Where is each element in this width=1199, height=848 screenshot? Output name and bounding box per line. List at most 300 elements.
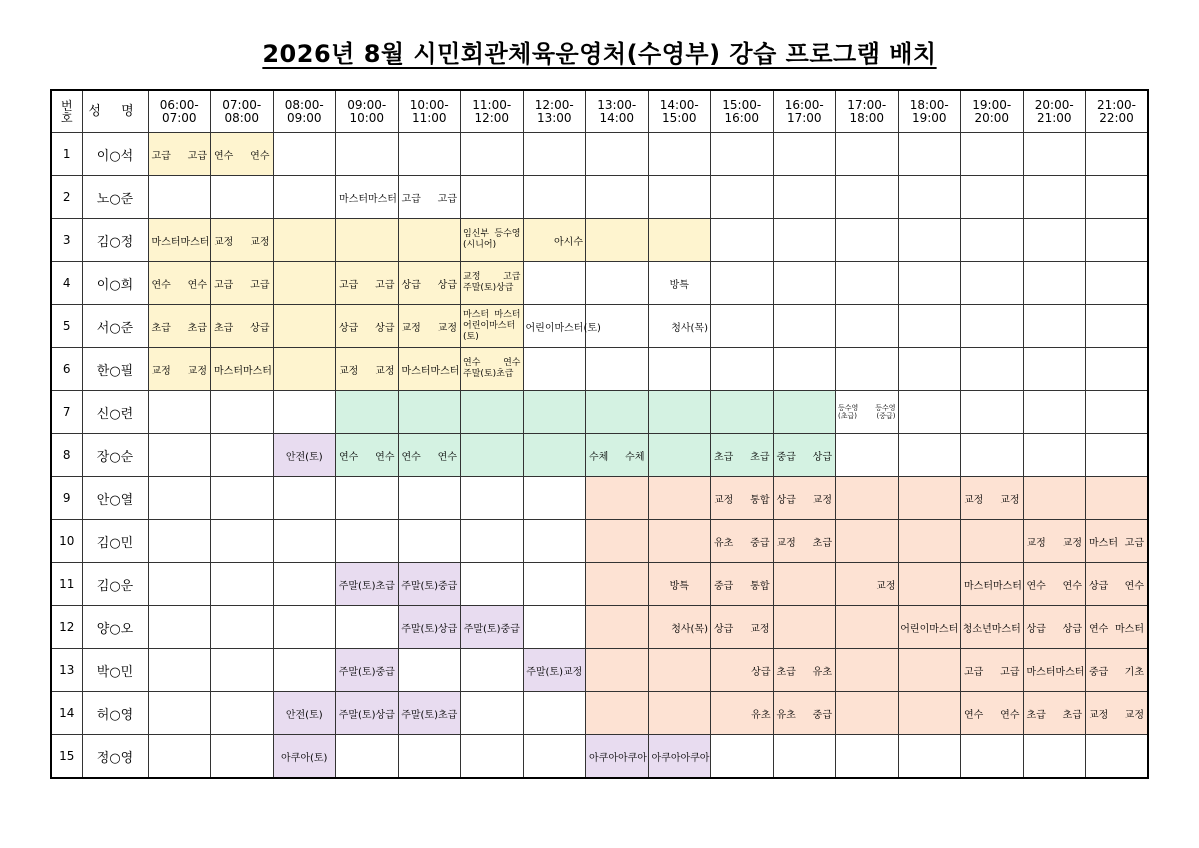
schedule-cell <box>148 176 211 219</box>
class-label: 마스터 <box>367 193 397 205</box>
schedule-cell <box>836 305 899 348</box>
class-label: 상급 <box>437 279 457 291</box>
schedule-cell <box>711 133 774 176</box>
schedule-cell <box>773 219 836 262</box>
class-label: 상급 <box>1089 580 1109 592</box>
class-label: 고급 <box>1000 666 1020 678</box>
schedule-cell <box>336 391 399 434</box>
schedule-cell <box>586 692 649 735</box>
class-label: 통합 <box>750 494 770 506</box>
header-time-slot: 13:00- 14:00 <box>586 90 649 133</box>
schedule-cell <box>711 477 774 520</box>
schedule-cell <box>773 649 836 692</box>
class-label: 연수 <box>964 709 984 721</box>
schedule-cell <box>648 305 711 348</box>
schedule-cell <box>836 520 899 563</box>
class-label: 연수 <box>401 451 421 463</box>
class-label: 주말(토)상급 <box>463 283 514 293</box>
header-row <box>51 90 1148 133</box>
schedule-cell <box>1023 391 1086 434</box>
class-label: 통합 <box>750 580 770 592</box>
schedule-cell <box>961 563 1024 606</box>
instructor-name: 김○운 <box>82 563 148 606</box>
class-label: 교정 <box>375 365 395 377</box>
class-label: 상급 <box>1026 623 1046 635</box>
schedule-cell <box>711 219 774 262</box>
class-label: 방특 <box>669 580 689 592</box>
instructor-name: 김○정 <box>82 219 148 262</box>
schedule-cell <box>398 176 461 219</box>
class-label: 아시수 <box>554 236 583 248</box>
schedule-cell <box>211 735 274 779</box>
schedule-cell <box>586 176 649 219</box>
schedule-cell <box>836 606 899 649</box>
schedule-cell <box>961 176 1024 219</box>
instructor-name: 이○석 <box>82 133 148 176</box>
class-label: 연수 <box>463 358 481 368</box>
schedule-cell <box>648 434 711 477</box>
class-label: 고급 <box>214 279 234 291</box>
class-label: 주말(토)중급 <box>338 666 395 678</box>
class-label: 아쿠아 <box>589 752 618 764</box>
schedule-cell <box>336 219 399 262</box>
row-number: 2 <box>51 176 82 219</box>
schedule-cell <box>273 563 336 606</box>
schedule-table <box>50 89 1149 779</box>
table-row <box>51 219 1148 262</box>
header-time-slot: 12:00- 13:00 <box>523 90 586 133</box>
class-label: 주말(토)초급 <box>463 369 514 379</box>
schedule-cell <box>648 477 711 520</box>
instructor-name: 서○준 <box>82 305 148 348</box>
row-number: 9 <box>51 477 82 520</box>
schedule-cell <box>711 176 774 219</box>
class-label: 연수 <box>339 451 359 463</box>
schedule-cell <box>336 262 399 305</box>
class-label: 교정 <box>776 537 796 549</box>
class-label: 상급 <box>812 451 832 463</box>
schedule-cell <box>648 219 711 262</box>
schedule-cell <box>898 305 961 348</box>
schedule-cell <box>1023 305 1086 348</box>
row-number: 6 <box>51 348 82 391</box>
schedule-cell <box>773 735 836 779</box>
schedule-cell <box>211 133 274 176</box>
class-label: 방특 <box>669 279 689 291</box>
schedule-cell <box>586 133 649 176</box>
schedule-cell <box>273 348 336 391</box>
schedule-cell <box>273 219 336 262</box>
schedule-cell <box>586 606 649 649</box>
class-label: 고급 <box>401 193 421 205</box>
schedule-cell <box>211 477 274 520</box>
schedule-cell <box>148 606 211 649</box>
schedule-cell <box>398 735 461 779</box>
class-label: 교정 <box>876 580 896 592</box>
class-label: 유초 <box>714 537 734 549</box>
schedule-cell <box>461 563 524 606</box>
schedule-cell <box>711 348 774 391</box>
schedule-cell <box>523 305 601 348</box>
row-number: 11 <box>51 563 82 606</box>
class-label: 청사(목) <box>671 322 708 334</box>
schedule-cell <box>898 176 961 219</box>
schedule-cell <box>1086 649 1149 692</box>
class-label: 주말(토)초급 <box>401 709 458 721</box>
schedule-cell <box>773 176 836 219</box>
schedule-cell <box>1086 606 1149 649</box>
schedule-cell <box>711 520 774 563</box>
schedule-cell <box>836 692 899 735</box>
class-label: 아쿠아(토) <box>281 752 328 764</box>
class-label: 연수 <box>187 279 207 291</box>
class-label: 초급 <box>750 451 770 463</box>
schedule-cell <box>836 563 899 606</box>
schedule-cell <box>961 735 1024 779</box>
schedule-cell <box>273 649 336 692</box>
schedule-cell <box>1086 176 1149 219</box>
class-label: 고급 <box>375 279 395 291</box>
schedule-cell <box>1023 563 1086 606</box>
schedule-cell <box>211 520 274 563</box>
schedule-cell <box>961 692 1024 735</box>
schedule-cell <box>1086 735 1149 779</box>
schedule-cell <box>1086 692 1149 735</box>
schedule-cell <box>898 606 961 649</box>
schedule-cell <box>961 133 1024 176</box>
schedule-cell <box>398 391 461 434</box>
class-label: 상급 <box>751 666 771 678</box>
schedule-cell <box>648 520 711 563</box>
schedule-cell <box>773 133 836 176</box>
header-time-slot: 09:00- 10:00 <box>336 90 399 133</box>
schedule-cell <box>398 133 461 176</box>
class-label: 연수 <box>214 150 234 162</box>
schedule-cell <box>148 391 211 434</box>
instructor-name: 허○영 <box>82 692 148 735</box>
schedule-cell <box>148 649 211 692</box>
schedule-cell <box>148 133 211 176</box>
schedule-cell <box>711 692 774 735</box>
class-label: 교정 <box>214 236 234 248</box>
row-number: 7 <box>51 391 82 434</box>
schedule-cell <box>711 606 774 649</box>
header-time-slot: 07:00- 08:00 <box>211 90 274 133</box>
row-number: 3 <box>51 219 82 262</box>
header-time-slot: 11:00- 12:00 <box>461 90 524 133</box>
class-label: 고급 <box>187 150 207 162</box>
row-number: 4 <box>51 262 82 305</box>
class-label: 중급 <box>714 580 734 592</box>
schedule-cell <box>148 262 211 305</box>
schedule-cell <box>461 606 524 649</box>
class-label: 마스터 <box>964 580 993 592</box>
class-label: 교정 <box>250 236 270 248</box>
schedule-cell <box>1023 477 1086 520</box>
schedule-cell <box>273 391 336 434</box>
row-number: 15 <box>51 735 82 779</box>
schedule-cell <box>836 735 899 779</box>
schedule-cell <box>211 262 274 305</box>
schedule-cell <box>836 391 899 434</box>
class-label: 아쿠아 <box>617 752 647 764</box>
header-time-slot: 17:00- 18:00 <box>836 90 899 133</box>
schedule-cell <box>148 692 211 735</box>
schedule-cell <box>461 520 524 563</box>
schedule-cell <box>586 735 649 779</box>
schedule-cell <box>523 563 586 606</box>
class-label: 마스터 <box>180 236 210 248</box>
schedule-cell <box>898 348 961 391</box>
schedule-cell <box>898 735 961 779</box>
class-label: 상급 <box>339 322 359 334</box>
schedule-cell <box>211 219 274 262</box>
instructor-name: 김○민 <box>82 520 148 563</box>
table-row <box>51 477 1148 520</box>
schedule-cell <box>211 692 274 735</box>
schedule-cell <box>273 133 336 176</box>
schedule-cell <box>586 391 649 434</box>
schedule-cell <box>336 434 399 477</box>
schedule-cell <box>1086 563 1149 606</box>
header-name: 성 명 <box>82 90 148 133</box>
schedule-cell <box>961 391 1024 434</box>
schedule-cell <box>461 692 524 735</box>
class-label: 연수 <box>375 451 395 463</box>
page-title: 2026년 8월 시민회관체육운영처(수영부) 강습 프로그램 배치 <box>262 40 937 68</box>
schedule-cell <box>523 262 586 305</box>
schedule-cell <box>211 176 274 219</box>
schedule-cell <box>586 348 649 391</box>
schedule-cell <box>586 563 649 606</box>
class-label: 마스터 <box>494 309 521 320</box>
schedule-cell <box>961 219 1024 262</box>
class-label: 고급 <box>250 279 270 291</box>
schedule-cell <box>336 649 399 692</box>
class-label: 주말(토)상급 <box>338 709 395 721</box>
schedule-cell <box>148 520 211 563</box>
schedule-cell <box>1023 520 1086 563</box>
class-label: 고급 <box>503 272 521 282</box>
class-label: 상급 <box>714 623 734 635</box>
schedule-cell <box>148 735 211 779</box>
class-label: 고급 <box>151 150 171 162</box>
schedule-cell <box>1023 735 1086 779</box>
schedule-cell <box>773 305 836 348</box>
schedule-cell <box>586 434 649 477</box>
class-label: 주말(토)교정 <box>526 666 583 678</box>
schedule-cell <box>148 305 211 348</box>
schedule-cell <box>648 735 711 779</box>
class-label: 마스터 <box>1089 537 1118 549</box>
header-time-slot: 06:00- 07:00 <box>148 90 211 133</box>
schedule-cell <box>148 477 211 520</box>
schedule-cell <box>961 434 1024 477</box>
class-label: 연수 <box>1124 580 1144 592</box>
schedule-cell <box>586 219 649 262</box>
schedule-cell <box>1086 133 1149 176</box>
header-time-slot: 20:00- 21:00 <box>1023 90 1086 133</box>
schedule-cell <box>398 219 461 262</box>
schedule-cell <box>273 735 336 779</box>
schedule-cell <box>711 649 774 692</box>
header-time-slot: 14:00- 15:00 <box>648 90 711 133</box>
table-row <box>51 606 1148 649</box>
schedule-cell <box>586 262 649 305</box>
instructor-name: 신○련 <box>82 391 148 434</box>
schedule-cell <box>273 520 336 563</box>
class-label: 아쿠아 <box>680 752 710 764</box>
schedule-cell <box>461 176 524 219</box>
schedule-cell <box>898 133 961 176</box>
schedule-cell <box>148 348 211 391</box>
table-row <box>51 348 1148 391</box>
row-number: 14 <box>51 692 82 735</box>
class-label: (시니어) <box>463 240 497 250</box>
schedule-cell <box>773 477 836 520</box>
table-row <box>51 434 1148 477</box>
schedule-cell <box>523 735 586 779</box>
class-label: 마스터 <box>430 365 460 377</box>
schedule-cell <box>461 477 524 520</box>
schedule-cell <box>648 176 711 219</box>
schedule-cell <box>711 262 774 305</box>
header-time-slot: 18:00- 19:00 <box>898 90 961 133</box>
schedule-cell <box>711 305 774 348</box>
class-label: 기초 <box>1124 666 1144 678</box>
row-number: 8 <box>51 434 82 477</box>
schedule-cell <box>898 520 961 563</box>
schedule-cell <box>523 477 586 520</box>
class-label: 초급 <box>1062 709 1082 721</box>
table-row <box>51 176 1148 219</box>
class-label: 연수 <box>250 150 270 162</box>
class-label: 마스터 <box>339 193 368 205</box>
schedule-cell <box>461 391 524 434</box>
row-number: 12 <box>51 606 82 649</box>
schedule-cell <box>1023 176 1086 219</box>
class-label: 연수 <box>1089 623 1109 635</box>
schedule-cell <box>1023 649 1086 692</box>
schedule-cell <box>523 692 586 735</box>
schedule-cell <box>211 563 274 606</box>
class-label: 초급 <box>776 666 796 678</box>
row-number: 5 <box>51 305 82 348</box>
class-label: 연수 <box>151 279 171 291</box>
schedule-cell <box>1086 520 1149 563</box>
schedule-cell <box>273 262 336 305</box>
header-no: 번 호 <box>51 90 82 133</box>
class-label: 유초 <box>812 666 832 678</box>
schedule-cell <box>273 305 336 348</box>
instructor-name: 안○열 <box>82 477 148 520</box>
class-label: 초급 <box>187 322 207 334</box>
schedule-cell <box>711 563 774 606</box>
schedule-cell <box>336 692 399 735</box>
class-label: 초급 <box>714 451 734 463</box>
class-label: 상급 <box>776 494 796 506</box>
table-row <box>51 391 1148 434</box>
schedule-cell <box>398 434 461 477</box>
class-label: 주말(토)중급 <box>463 623 520 635</box>
schedule-cell <box>1023 219 1086 262</box>
class-label: 교정 <box>1124 709 1144 721</box>
class-label: 마스터 <box>242 365 272 377</box>
schedule-cell <box>961 649 1024 692</box>
table-row <box>51 563 1148 606</box>
schedule-cell <box>398 305 461 348</box>
schedule-cell <box>398 606 461 649</box>
class-label: 어린이마스터(토) <box>525 322 601 334</box>
schedule-cell <box>836 176 899 219</box>
schedule-cell <box>211 649 274 692</box>
schedule-cell <box>961 348 1024 391</box>
class-label: 중급 <box>812 709 832 721</box>
row-number: 10 <box>51 520 82 563</box>
instructor-name: 양○오 <box>82 606 148 649</box>
schedule-cell <box>523 520 586 563</box>
schedule-cell <box>773 606 836 649</box>
schedule-cell <box>961 477 1024 520</box>
schedule-cell <box>1086 477 1149 520</box>
schedule-cell <box>148 219 211 262</box>
schedule-cell <box>1023 606 1086 649</box>
schedule-cell <box>961 305 1024 348</box>
schedule-cell <box>461 262 524 305</box>
schedule-cell <box>1086 305 1149 348</box>
class-label: 상급 <box>250 322 270 334</box>
instructor-name: 장○순 <box>82 434 148 477</box>
table-row <box>51 735 1148 779</box>
header-time-slot: 19:00- 20:00 <box>961 90 1024 133</box>
schedule-cell <box>211 391 274 434</box>
schedule-cell <box>148 563 211 606</box>
schedule-cell <box>898 563 961 606</box>
table-row <box>51 305 1148 348</box>
header-time-slot: 10:00- 11:00 <box>398 90 461 133</box>
schedule-cell <box>648 133 711 176</box>
schedule-cell <box>773 692 836 735</box>
class-label: 초급 <box>812 537 832 549</box>
schedule-cell <box>1086 391 1149 434</box>
schedule-cell <box>773 434 836 477</box>
schedule-cell <box>1023 262 1086 305</box>
schedule-cell <box>898 649 961 692</box>
schedule-cell <box>461 219 524 262</box>
schedule-cell <box>398 348 461 391</box>
schedule-cell <box>336 133 399 176</box>
schedule-cell <box>961 262 1024 305</box>
schedule-cell <box>1023 692 1086 735</box>
row-number: 1 <box>51 133 82 176</box>
schedule-cell <box>898 391 961 434</box>
class-label: 고급 <box>964 666 984 678</box>
schedule-cell <box>398 563 461 606</box>
schedule-cell <box>273 692 336 735</box>
schedule-cell <box>523 176 586 219</box>
schedule-cell <box>648 649 711 692</box>
schedule-cell <box>836 262 899 305</box>
schedule-cell <box>586 649 649 692</box>
schedule-cell <box>836 649 899 692</box>
schedule-cell <box>961 520 1024 563</box>
schedule-cell <box>1086 219 1149 262</box>
class-label: 등수영 <box>494 229 521 239</box>
schedule-cell <box>773 520 836 563</box>
class-label: 수체 <box>625 451 645 463</box>
class-label: 교정 <box>964 494 984 506</box>
class-label: 유초 <box>776 709 796 721</box>
